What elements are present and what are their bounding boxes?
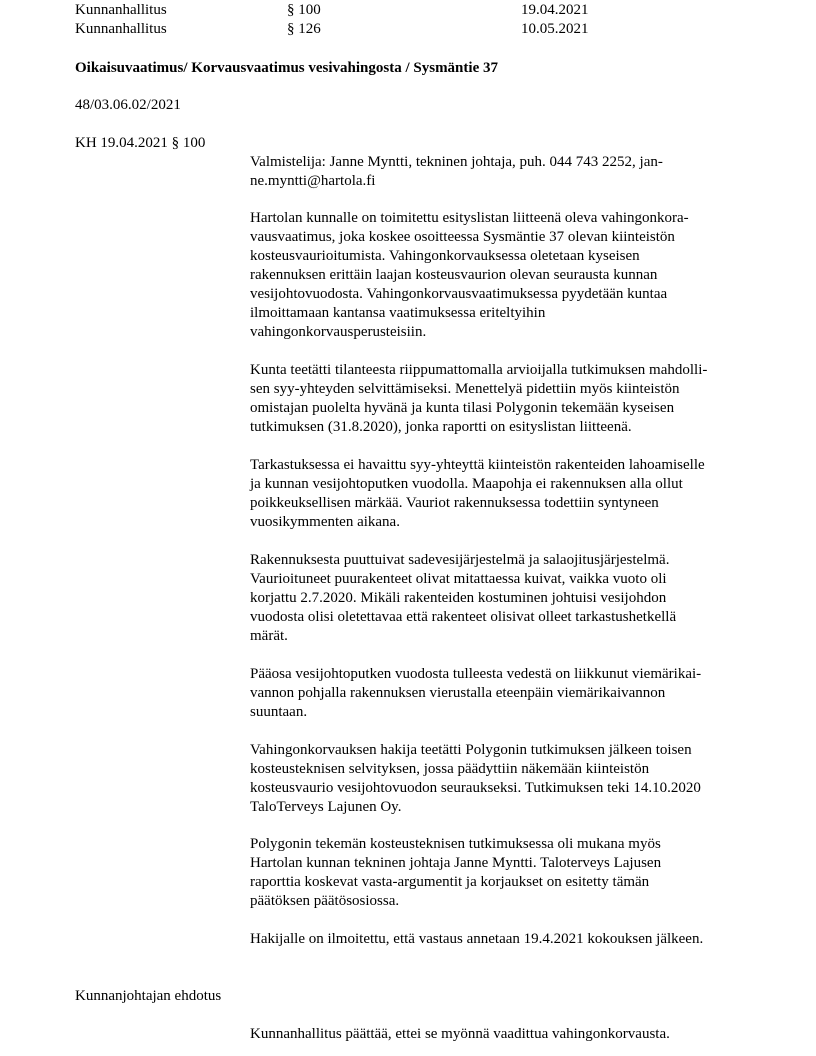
header-date: 10.05.2021 (521, 21, 589, 37)
body-paragraph: Vahingonkorvauksen hakija teetätti Polygonin tutkimuksen jälkeen toisen kosteusteknisen selvityksen, jossa päädyttiin näkemään kiinteistön kosteusvaurio vesijohtovuodon seuraukseksi. Tutkimuksen teki 14.10.2020 TaloTerveys Lajunen Oy. (250, 742, 701, 815)
header-body: Kunnanhallitus (75, 2, 167, 18)
body-paragraph: Hartolan kunnalle on toimitettu esityslistan liitteenä oleva vahingonkora- vausvaatimus, joka koskee osoitteessa Sysmäntie 37 olevan kiinteistön kosteusvaurioitumista. Vahingonkorvauksessa oletetaan kyseisen rakennuksen erittäin laajan kosteusvaurion olevan seurausta kunnan vesijohtovuodosta. Vahingonkorvausvaatimuksessa pyydetään kuntaa ilmoittamaan kantansa vaatimuksessa eriteltyihin vahingonkorvausperusteisiin. (250, 210, 689, 340)
header-date: 19.04.2021 (521, 2, 589, 18)
document-title: Oikaisuvaatimus/ Korvausvaatimus vesivahingosta / Sysmäntie 37 (75, 60, 498, 76)
proposal-label: Kunnanjohtajan ehdotus (75, 988, 222, 1004)
body-paragraph: Rakennuksesta puuttuivat sadevesijärjestelmä ja salaojitusjärjestelmä. Vaurioituneet puurakenteet olivat mitattaessa kuivat, vaikka vuoto oli korjattu 2.7.2020. Mikäli rakenteiden kostuminen johtuisi vesijohdon vuodosta olisi oletettavaa että rakenteet olisivat olleet tarkastushetkellä märät. (250, 552, 677, 644)
header-body: Kunnanhallitus (75, 21, 167, 37)
body-paragraph: Tarkastuksessa ei havaittu syy-yhteyttä kiinteistön rakenteiden lahoamiselle ja kunnan vesijohtoputken vuodolla. Maapohja ei rakennuksen alla ollut poikkeuksellisen märkää. Vauriot rakennuksessa todettiin syntyneen vuosikymmenten aikana. (250, 457, 705, 530)
body-paragraph: Kunta teetätti tilanteesta riippumattomalla arvioijalla tutkimuksen mahdolli- sen syy-yhteyden selvittämiseksi. Menettelyä pidettiin myös kiinteistön omistajan puolelta hyvänä ja kunta tilasi Polygonin tekemään kyseisen tutkimuksen (31.8.2020), jonka raportti on esityslistan liitteenä. (250, 362, 708, 435)
header-section: § 100 (287, 2, 321, 18)
body-paragraph: Polygonin tekemän kosteusteknisen tutkimuksessa oli mukana myös Hartolan kunnan tekninen johtaja Janne Myntti. Taloterveys Lajusen raporttia koskevat vasta-argumentit ja korjaukset on esitetty tämän päätöksen päätösosiossa. (250, 836, 662, 909)
body-paragraph: Hakijalle on ilmoitettu, että vastaus annetaan 19.4.2021 kokouksen jälkeen. (250, 931, 704, 947)
header-row (75, 20, 775, 39)
proposal-text: Kunnanhallitus päättää, ettei se myönnä vaadittua vahingonkorvausta. (250, 1026, 670, 1042)
header-section: § 126 (287, 21, 321, 37)
header-row (75, 1, 775, 20)
meeting-reference: KH 19.04.2021 § 100 (75, 135, 206, 151)
body-paragraph: Pääosa vesijohtoputken vuodosta tulleesta vedestä on liikkunut viemärikai- vannon pohjalla rakennuksen vierustalla eteenpäin viemärikaivannon suuntaan. (250, 666, 702, 720)
preparer-paragraph: Valmistelija: Janne Myntti, tekninen johtaja, puh. 044 743 2252, jan- ne.myntti@hartola.fi (250, 154, 663, 189)
diary-number: 48/03.06.02/2021 (75, 97, 181, 113)
